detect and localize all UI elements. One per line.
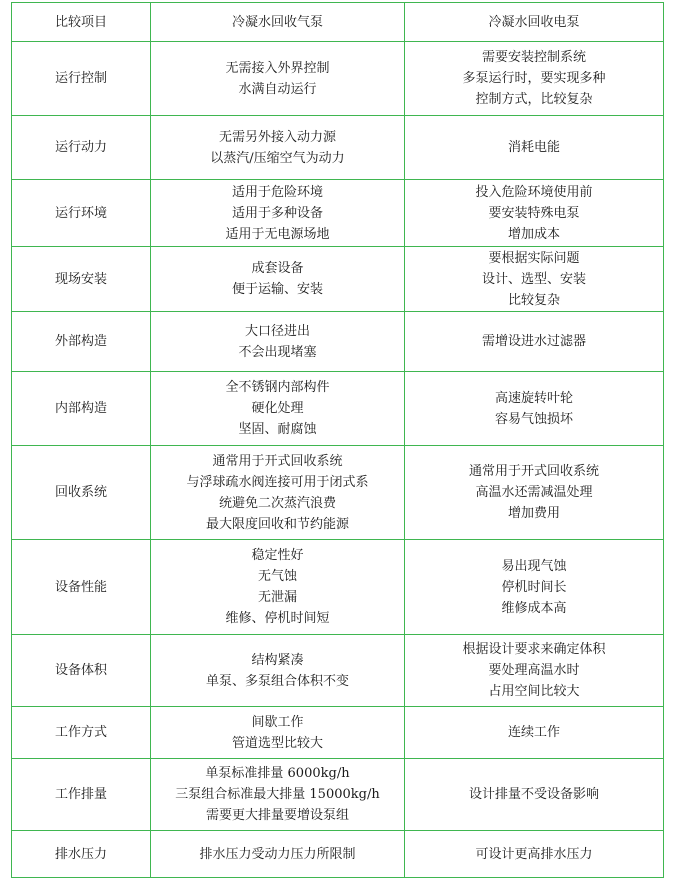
air-pump-cell [151, 446, 405, 540]
cell-line: 与浮球疏水阀连接可用于闭式系 [186, 474, 369, 490]
cell-line: 全不锈钢内部构件 [225, 380, 330, 395]
cell-line: 统避免二次蒸汽浪费 [218, 495, 336, 511]
cell-line: 以蒸汽/压缩空气为动力 [210, 150, 345, 166]
table-row [12, 372, 664, 446]
cell-line: 间歇工作 [251, 714, 304, 730]
cell-line: 增加费用 [507, 506, 560, 521]
electric-pump-cell [405, 180, 664, 247]
cell-line: 维修成本高 [501, 600, 567, 616]
cell-line: 通常用于开式回收系统 [212, 453, 343, 469]
electric-pump-cell [405, 831, 664, 878]
cell-line: 设计排量不受设备影响 [468, 787, 599, 802]
cell-line: 结构紧凑 [251, 652, 304, 668]
air-pump-cell [151, 831, 405, 878]
cell-line: 适用于危险环境 [231, 184, 323, 200]
air-pump-cell [151, 116, 405, 180]
cell-line: 稳定性好 [251, 548, 304, 563]
comparison-table [11, 2, 664, 878]
table-row [12, 759, 664, 831]
table-row [12, 707, 664, 759]
air-pump-cell [151, 759, 405, 831]
comparison-table-body [12, 3, 664, 878]
table-row [12, 446, 664, 540]
electric-pump-cell [405, 312, 664, 372]
cell-line: 适用于无电源场地 [225, 226, 330, 242]
row-item-cell: 工作排量 [12, 759, 151, 831]
cell-line: 高温水还需减温处理 [475, 485, 593, 500]
cell-line: 易出现气蚀 [501, 558, 567, 574]
table-row [12, 247, 664, 312]
cell-line: 需要安装控制系统 [481, 50, 586, 65]
electric-pump-cell [405, 540, 664, 635]
cell-line: 大口径进出 [244, 323, 310, 339]
cell-line: 设计、选型、安装 [481, 271, 586, 287]
electric-pump-cell [405, 42, 664, 116]
cell-line: 高速旋转叶轮 [494, 390, 573, 406]
header-cell-air-pump: 冷凝水回收气泵 [151, 3, 405, 42]
row-item-cell: 排水压力 [12, 831, 151, 878]
cell-line: 可设计更高排水压力 [475, 846, 593, 862]
air-pump-cell [151, 180, 405, 247]
cell-line: 要安装特殊电泵 [488, 205, 580, 221]
table-row [12, 42, 664, 116]
cell-line: 不会出现堵塞 [238, 344, 317, 360]
row-item-cell: 运行环境 [12, 180, 151, 247]
air-pump-cell [151, 42, 405, 116]
cell-line: 多泵运行时，要实现多种 [462, 71, 606, 86]
cell-line: 需要更大排量要增设泵组 [205, 808, 349, 823]
air-pump-cell [151, 540, 405, 635]
table-row [12, 540, 664, 635]
row-item-cell: 内部构造 [12, 372, 151, 446]
cell-line: 通常用于开式回收系统 [468, 464, 599, 479]
cell-line: 消耗电能 [507, 140, 560, 155]
cell-line: 硬化处理 [251, 401, 304, 416]
table-row [12, 116, 664, 180]
cell-line: 增加成本 [507, 226, 560, 242]
cell-line: 适用于多种设备 [231, 205, 323, 221]
cell-line: 连续工作 [507, 725, 560, 740]
cell-line: 管道选型比较大 [231, 735, 323, 751]
air-pump-cell [151, 247, 405, 312]
table-row [12, 635, 664, 707]
cell-line: 控制方式，比较复杂 [475, 92, 593, 107]
table-row [12, 831, 664, 878]
cell-line: 停机时间长 [501, 579, 567, 595]
air-pump-cell [151, 312, 405, 372]
electric-pump-cell [405, 247, 664, 312]
cell-line: 单泵标准排量 6000kg/h [205, 766, 350, 781]
cell-line: 占用空间比较大 [488, 684, 580, 699]
electric-pump-cell [405, 446, 664, 540]
row-item-cell: 运行动力 [12, 116, 151, 180]
cell-line: 投入危险环境使用前 [475, 184, 593, 200]
table-row [12, 180, 664, 247]
row-item-cell: 外部构造 [12, 312, 151, 372]
cell-line: 无需另外接入动力源 [218, 129, 336, 145]
cell-line: 水满自动运行 [238, 81, 317, 97]
cell-line: 无气蚀 [257, 569, 297, 584]
air-pump-cell [151, 707, 405, 759]
cell-line: 要处理高温水时 [488, 663, 580, 678]
cell-line: 单泵、多泵组合体积不变 [205, 673, 349, 689]
cell-line: 便于运输、安装 [231, 282, 323, 297]
header-row [12, 3, 664, 42]
cell-line: 排水压力受动力压力所限制 [199, 846, 356, 862]
electric-pump-cell [405, 372, 664, 446]
cell-line: 成套设备 [251, 261, 304, 276]
cell-line: 维修、停机时间短 [225, 611, 330, 626]
air-pump-cell [151, 372, 405, 446]
row-item-cell: 现场安装 [12, 247, 151, 312]
cell-line: 比较复杂 [507, 292, 560, 308]
electric-pump-cell [405, 759, 664, 831]
table-row [12, 312, 664, 372]
cell-line: 需增设进水过滤器 [481, 334, 586, 349]
row-item-cell: 运行控制 [12, 42, 151, 116]
cell-line: 要根据实际问题 [488, 250, 580, 266]
electric-pump-cell [405, 707, 664, 759]
cell-line: 三泵组合标准最大排量 15000kg/h [175, 787, 380, 802]
cell-line: 无泄漏 [257, 590, 297, 605]
row-item-cell: 工作方式 [12, 707, 151, 759]
row-item-cell: 设备性能 [12, 540, 151, 635]
cell-line: 容易气蚀损坏 [494, 411, 573, 427]
electric-pump-cell [405, 116, 664, 180]
cell-line: 根据设计要求来确定体积 [462, 642, 606, 657]
header-cell-item: 比较项目 [12, 3, 151, 42]
row-item-cell: 设备体积 [12, 635, 151, 707]
air-pump-cell [151, 635, 405, 707]
header-cell-electric-pump: 冷凝水回收电泵 [405, 3, 664, 42]
cell-line: 无需接入外界控制 [225, 60, 330, 76]
electric-pump-cell [405, 635, 664, 707]
cell-line: 坚固、耐腐蚀 [238, 422, 317, 437]
row-item-cell: 回收系统 [12, 446, 151, 540]
cell-line: 最大限度回收和节约能源 [205, 516, 349, 532]
